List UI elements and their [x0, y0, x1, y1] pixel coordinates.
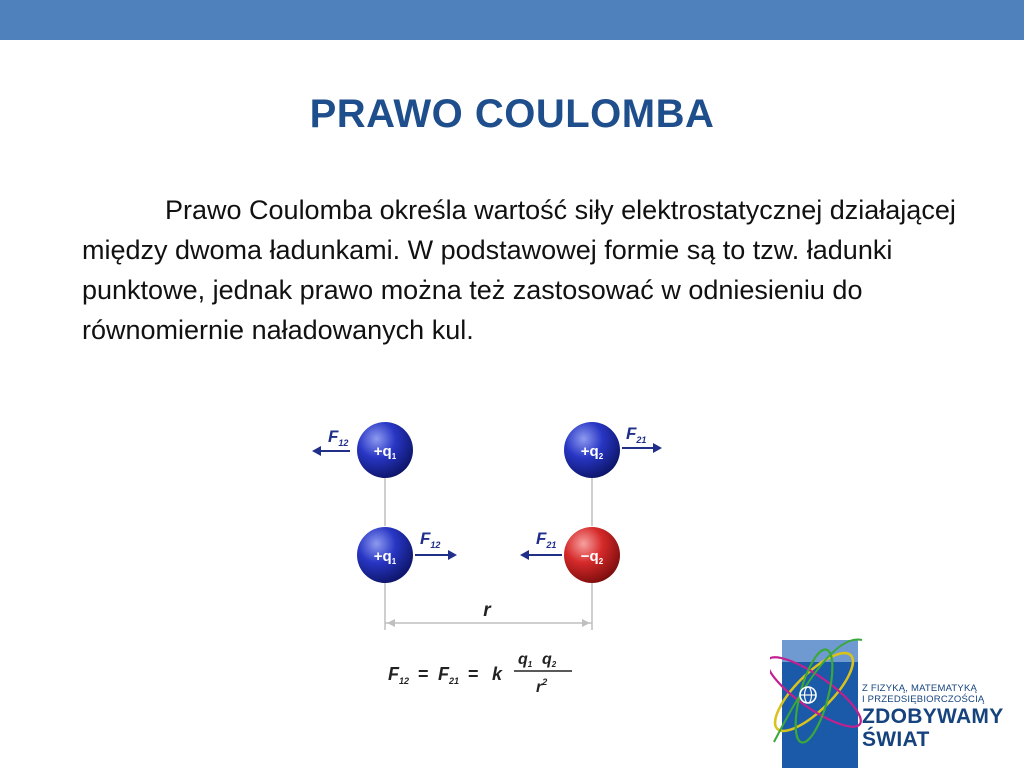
coulomb-formula [388, 651, 572, 696]
svg-text:=: = [418, 664, 429, 684]
force-label: F [536, 529, 547, 548]
charge-label: −q [580, 548, 599, 565]
globe-icon [800, 687, 816, 703]
svg-text:F12: $F_{12}$ [388, 664, 410, 686]
force-label: F [328, 427, 339, 446]
force-label: F [420, 529, 431, 548]
logo-line-2: I PRZEDSIĘBIORCZOŚCIĄ [862, 693, 985, 705]
logo-line-4: ŚWIAT [862, 728, 930, 751]
charge-label: +q [580, 443, 599, 460]
svg-text:F12 [328, 427, 348, 448]
svg-text:k: k [492, 664, 503, 684]
force-index: 12 [430, 540, 441, 550]
header-bar [0, 0, 1024, 40]
arrow-right-icon [653, 443, 662, 453]
slide-title: PRAWO COULOMBA [309, 92, 715, 136]
charge-index: 1 [391, 452, 397, 461]
svg-text:r2: $r^2$ [536, 677, 548, 696]
arrow-left-icon [312, 446, 321, 456]
logo-text [862, 684, 1024, 751]
svg-text:F12 [420, 529, 440, 550]
svg-text:=: = [468, 664, 479, 684]
force-index: 12 [338, 438, 349, 448]
charge-label: +q [373, 443, 392, 460]
logo-line-3: ZDOBYWAMY [862, 705, 1004, 728]
svg-text:q2: q2 [542, 651, 557, 669]
force-index: 21 [636, 435, 647, 445]
force-label: F [626, 424, 637, 443]
distance-label: r [483, 600, 491, 621]
charge-label: +q [373, 548, 392, 565]
charge-index: 2 [598, 452, 604, 461]
svg-text:F21 [626, 424, 646, 445]
arrow-left-icon [520, 550, 529, 560]
coulomb-diagram [290, 398, 680, 698]
svg-text:F21 [536, 529, 556, 550]
logo-line-1: Z FIZYKĄ, MATEMATYKĄ [862, 683, 978, 694]
force-index: 21 [546, 540, 557, 550]
charge-index: 2 [598, 557, 604, 566]
svg-text:q1: q1 [518, 651, 533, 669]
charge-index: 1 [391, 557, 397, 566]
arrow-right-icon [448, 550, 457, 560]
body-paragraph: Prawo Coulomba określa wartość siły elektrostatycznej działającej między dwoma ładunkami. W podstawowej formie są to tzw. ładunki punktowe, jednak prawo można też zastosować w odniesieniu do równomiernie naładowanych kul. [82, 195, 956, 345]
svg-text:F21: $F_{21}$ [438, 664, 460, 686]
